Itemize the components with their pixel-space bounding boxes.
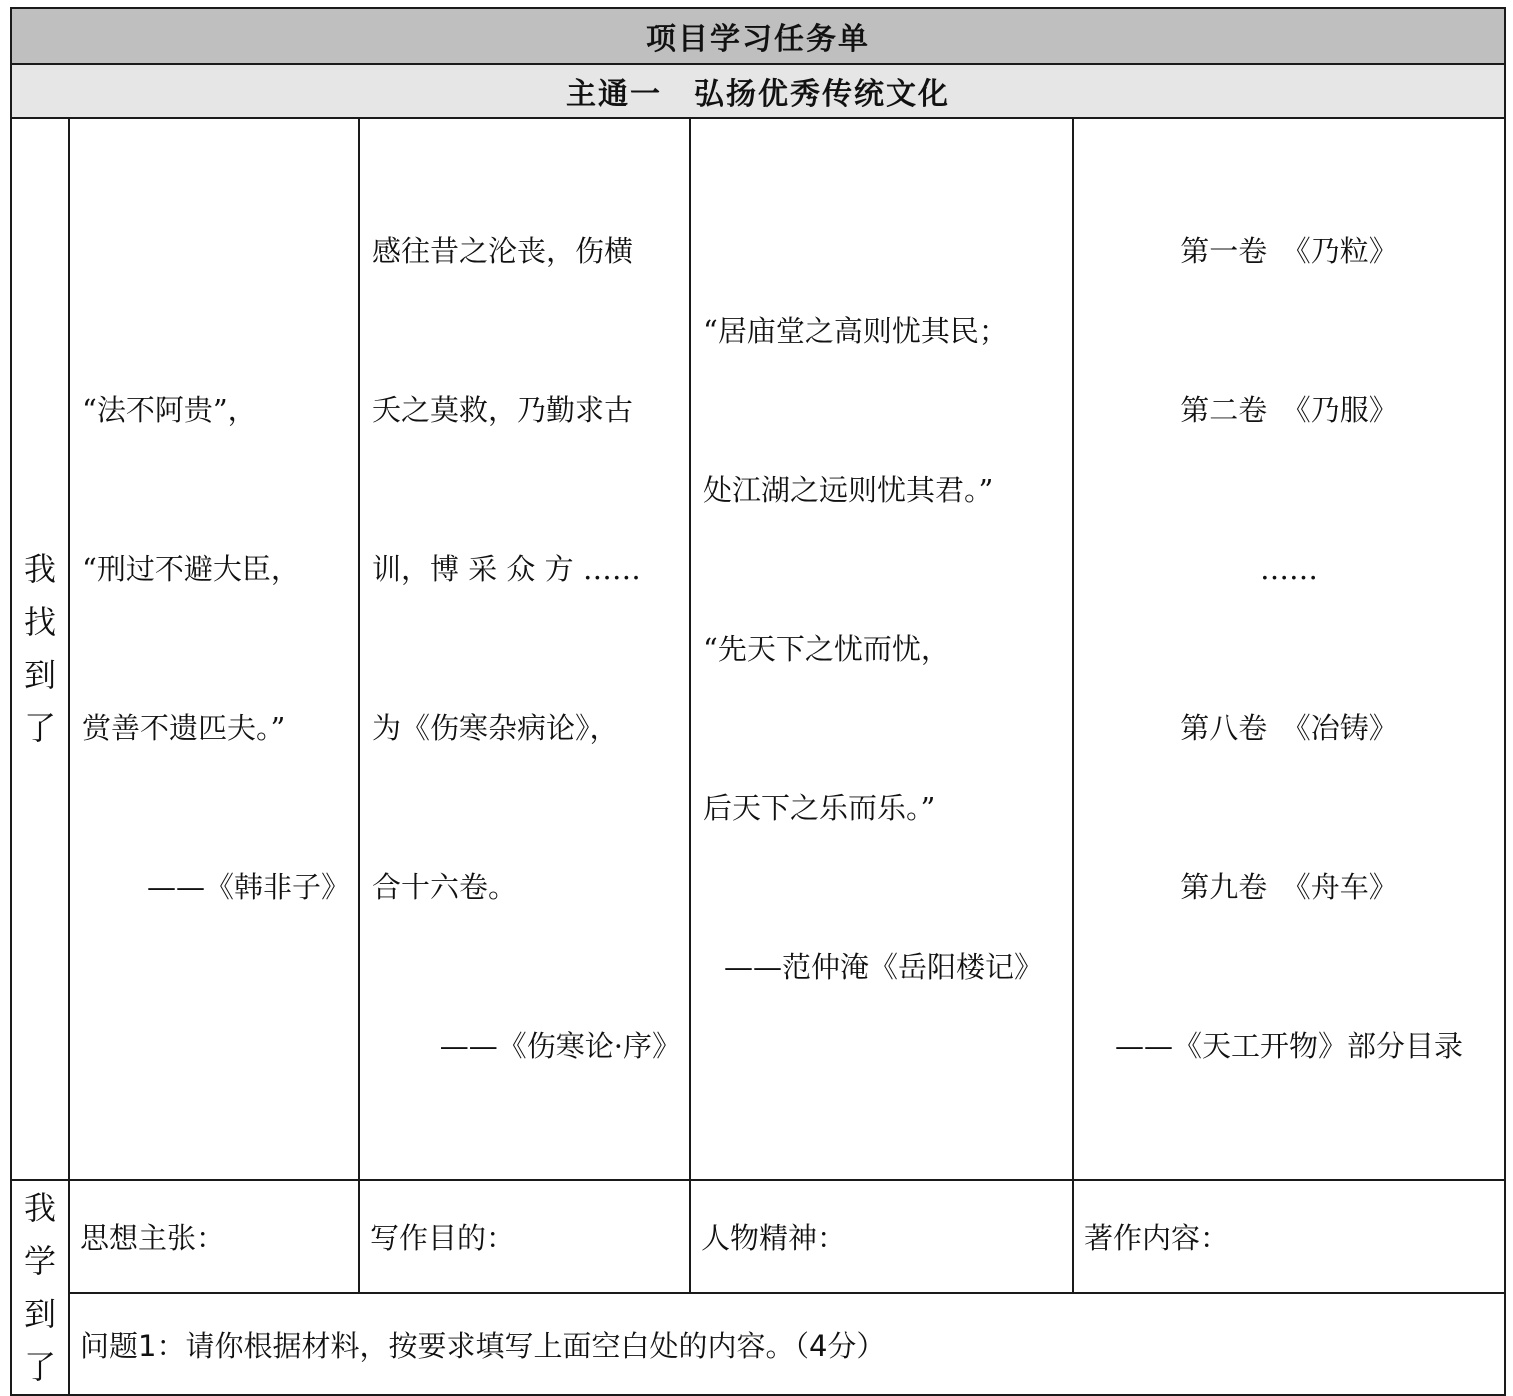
sheet-title: 项目学习任务单	[11, 8, 1505, 64]
question-cell	[69, 1293, 1505, 1395]
material-source: ——《天工开物》部分目录	[1115, 1029, 1464, 1063]
answer-field-spirit[interactable]: 人物精神：	[690, 1180, 1073, 1293]
material-yueyanglou: “居庙堂之高则忧其民； 处江湖之远则忧其君。” “先天下之忧而忧， 后天下之乐而乐。” ——范仲淹《岳阳楼记》	[690, 118, 1073, 1180]
task-table	[10, 7, 1506, 1396]
material-shanghan: 感往昔之沦丧，伤横 夭之莫救，乃勤求古 训，博 采 众 方 …… 为《伤寒杂病论》， 合十六卷。 ——《伤寒论·序》	[359, 118, 690, 1180]
answer-field-purpose[interactable]: 写作目的：	[359, 1180, 690, 1293]
material-source: ——范仲淹《岳阳楼记》	[723, 949, 1043, 984]
question-text: 问题1：请你根据材料，按要求填写上面空白处的内容。（4分）	[80, 1328, 886, 1363]
material-source: ——《韩非子》	[146, 870, 350, 904]
material-source: ——《伤寒论·序》	[439, 1029, 681, 1063]
answer-field-thought[interactable]: 思想主张：	[69, 1180, 359, 1293]
material-hanfeizi: “法不阿贵”， “刑过不避大臣， 赏善不遗匹夫。” ——《韩非子》	[69, 118, 359, 1180]
material-tiangong: 第一卷 《乃粒》 第二卷 《乃服》 …… 第八卷 《冶铸》 第九卷 《舟车》 ——《天工开物》部分目录	[1073, 118, 1505, 1180]
learned-label: 我 学 到 了	[11, 1180, 69, 1395]
found-label: 我 找 到 了	[11, 118, 69, 1180]
answer-field-content[interactable]: 著作内容：	[1073, 1180, 1505, 1293]
theme-heading: 主通一 弘扬优秀传统文化	[11, 64, 1505, 118]
